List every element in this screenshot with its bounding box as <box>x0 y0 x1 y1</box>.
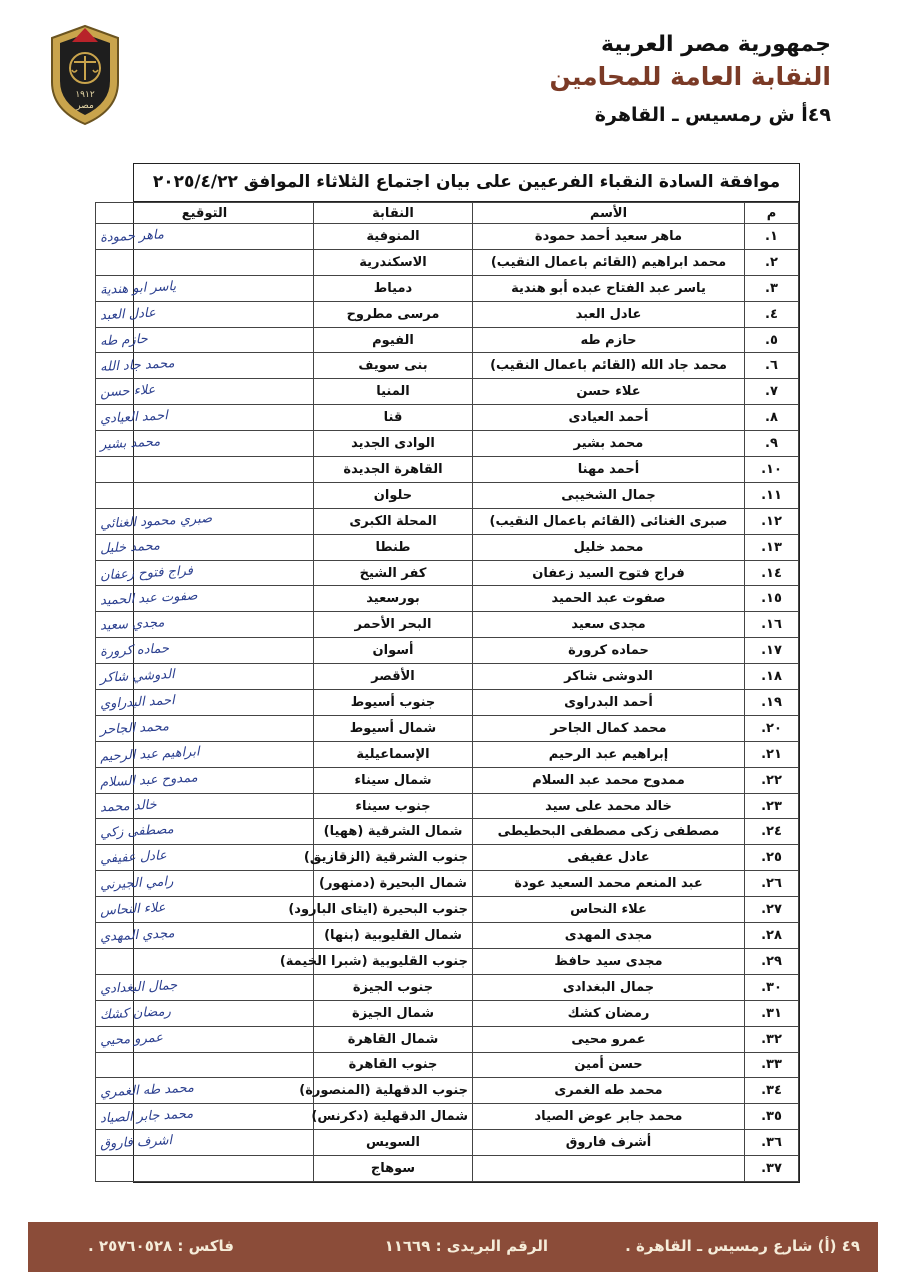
footer-address: ٤٩ (أ) شارع رمسيس ـ القاهرة . <box>625 1237 860 1255</box>
handwritten-signature: مجدي سعيد <box>99 615 165 634</box>
row-syndicate: الأقصر <box>314 664 473 690</box>
table-row <box>96 897 799 923</box>
row-number: ٢٣. <box>745 793 799 819</box>
row-name: عادل عفيفى <box>473 845 745 871</box>
row-name: إبراهيم عبد الرحيم <box>473 741 745 767</box>
row-name: أحمد البدراوى <box>473 690 745 716</box>
handwritten-signature: حماده كرورة <box>99 641 170 660</box>
row-syndicate: سوهاج <box>314 1156 473 1182</box>
row-syndicate: جنوب الجيزة <box>314 974 473 1000</box>
letterhead <box>0 0 906 150</box>
row-syndicate: المحلة الكبرى <box>314 508 473 534</box>
row-number: ٢٢. <box>745 767 799 793</box>
row-number: ١. <box>745 224 799 250</box>
row-number: ٢٩. <box>745 948 799 974</box>
row-signature-cell <box>96 1104 314 1130</box>
row-name: محمد جابر عوض الصياد <box>473 1104 745 1130</box>
table-row <box>96 1104 799 1130</box>
handwritten-signature: محمد طه الغمري <box>99 1080 195 1101</box>
row-name: أشرف فاروق <box>473 1130 745 1156</box>
row-syndicate: مرسى مطروح <box>314 301 473 327</box>
table-row <box>96 353 799 379</box>
row-syndicate: الاسكندرية <box>314 249 473 275</box>
handwritten-signature: عادل عفيفي <box>99 848 168 868</box>
table-header-row <box>96 203 799 224</box>
table-row <box>96 819 799 845</box>
row-signature-cell <box>96 715 314 741</box>
handwritten-signature: الدوشي شاكر <box>99 667 176 687</box>
row-signature-cell <box>96 819 314 845</box>
table-row <box>96 793 799 819</box>
row-number: ١٣. <box>745 534 799 560</box>
handwritten-signature: حازم طه <box>99 331 149 349</box>
row-signature-cell <box>96 974 314 1000</box>
table-row <box>96 534 799 560</box>
row-signature-cell <box>96 897 314 923</box>
row-signature-cell <box>96 301 314 327</box>
table-row <box>96 379 799 405</box>
row-signature-cell <box>96 275 314 301</box>
row-syndicate: شمال الجيزة <box>314 1000 473 1026</box>
row-syndicate: الفيوم <box>314 327 473 353</box>
row-syndicate: قنا <box>314 405 473 431</box>
row-number: ٧. <box>745 379 799 405</box>
handwritten-signature: فراج فتوح زعفان <box>99 563 194 583</box>
syndicate-emblem-logo <box>46 24 124 126</box>
row-number: ٣٠. <box>745 974 799 1000</box>
row-syndicate: جنوب القاهرة <box>314 1052 473 1078</box>
table-row <box>96 845 799 871</box>
row-syndicate: شمال القاهرة <box>314 1026 473 1052</box>
row-signature-cell <box>96 431 314 457</box>
row-number: ١٧. <box>745 638 799 664</box>
row-signature-cell <box>96 482 314 508</box>
table-row <box>96 1078 799 1104</box>
handwritten-signature: مجدي المهدي <box>99 926 175 945</box>
table-row <box>96 508 799 534</box>
table-row <box>96 923 799 949</box>
sheet-title: موافقة السادة النقباء الفرعيين على بيان اجتماع الثلاثاء الموافق ٢٠٢٥/٤/٢٢ <box>134 164 799 202</box>
row-name: محمد جاد الله (القائم باعمال النقيب) <box>473 353 745 379</box>
row-signature-cell <box>96 1026 314 1052</box>
table-row <box>96 664 799 690</box>
table-row <box>96 275 799 301</box>
row-name: حسن أمين <box>473 1052 745 1078</box>
handwritten-signature: علاء النحاس <box>99 900 166 919</box>
row-signature-cell <box>96 845 314 871</box>
emblem-year: ١٩١٢ <box>75 90 95 100</box>
table-row <box>96 560 799 586</box>
table-row <box>96 638 799 664</box>
row-number: ٣. <box>745 275 799 301</box>
row-number: ٢٠. <box>745 715 799 741</box>
row-signature-cell <box>96 534 314 560</box>
row-name: صبرى الغنائى (القائم باعمال النقيب) <box>473 508 745 534</box>
table-row <box>96 249 799 275</box>
row-syndicate: المنيا <box>314 379 473 405</box>
handwritten-signature: محمد جابر الصياد <box>99 1106 194 1127</box>
row-signature-cell <box>96 405 314 431</box>
handwritten-signature: ابراهيم عبد الرحيم <box>99 744 200 765</box>
row-number: ٢٦. <box>745 871 799 897</box>
row-name: مجدى سيد حافظ <box>473 948 745 974</box>
footer-postal-code: الرقم البريدى : ١١٦٦٩ <box>384 1237 548 1255</box>
table-row <box>96 767 799 793</box>
row-signature-cell <box>96 457 314 483</box>
row-number: ٢. <box>745 249 799 275</box>
row-signature-cell <box>96 948 314 974</box>
row-name: محمد طه الغمرى <box>473 1078 745 1104</box>
table-row <box>96 457 799 483</box>
row-signature-cell <box>96 1052 314 1078</box>
row-number: ٥. <box>745 327 799 353</box>
table-row <box>96 586 799 612</box>
row-syndicate: جنوب الشرقية (الزقازيق) <box>314 845 473 871</box>
row-signature-cell <box>96 560 314 586</box>
handwritten-signature: صبري محمود الغنائي <box>99 510 213 532</box>
handwritten-signature: جمال البغدادي <box>99 977 178 997</box>
row-signature-cell <box>96 664 314 690</box>
row-number: ٢٤. <box>745 819 799 845</box>
row-number: ٤. <box>745 301 799 327</box>
row-name: صفوت عبد الحميد <box>473 586 745 612</box>
row-syndicate: المنوفية <box>314 224 473 250</box>
row-number: ٦. <box>745 353 799 379</box>
handwritten-signature: ممدوح عبد السلام <box>99 770 199 791</box>
row-name: محمد كمال الجاحر <box>473 715 745 741</box>
row-syndicate: جنوب القليوبية (شبرا الخيمة) <box>314 948 473 974</box>
row-name: الدوشى شاكر <box>473 664 745 690</box>
row-name: جمال الشخيبى <box>473 482 745 508</box>
row-number: ٣٢. <box>745 1026 799 1052</box>
row-syndicate: شمال الدقهلية (دكرنس) <box>314 1104 473 1130</box>
row-syndicate: الوادى الجديد <box>314 431 473 457</box>
row-syndicate: البحر الأحمر <box>314 612 473 638</box>
row-syndicate: جنوب الدقهلية (المنصورة) <box>314 1078 473 1104</box>
row-signature-cell <box>96 1000 314 1026</box>
row-name: عبد المنعم محمد السعيد عودة <box>473 871 745 897</box>
table-row <box>96 327 799 353</box>
handwritten-signature: صفوت عبد الحميد <box>99 588 198 609</box>
row-number: ٢٧. <box>745 897 799 923</box>
table-row <box>96 974 799 1000</box>
row-signature-cell <box>96 741 314 767</box>
table-row <box>96 1156 799 1182</box>
handwritten-signature: ماهر حمودة <box>99 227 165 246</box>
handwritten-signature: محمد الجاحر <box>99 719 170 738</box>
row-signature-cell <box>96 1156 314 1182</box>
row-name: محمد ابراهيم (القائم باعمال النقيب) <box>473 249 745 275</box>
header-syndicate: النقابة <box>314 203 473 224</box>
row-name: جمال البغدادى <box>473 974 745 1000</box>
row-syndicate: جنوب سيناء <box>314 793 473 819</box>
table-row <box>96 741 799 767</box>
row-signature-cell <box>96 767 314 793</box>
row-signature-cell <box>96 327 314 353</box>
row-syndicate: طنطا <box>314 534 473 560</box>
table-row <box>96 1000 799 1026</box>
handwritten-signature: اشرف فاروق <box>99 1133 173 1152</box>
row-number: ٣٤. <box>745 1078 799 1104</box>
row-name: مجدى سعيد <box>473 612 745 638</box>
row-syndicate: شمال أسيوط <box>314 715 473 741</box>
handwritten-signature: مصطفى زكي <box>99 822 175 842</box>
row-syndicate: دمياط <box>314 275 473 301</box>
row-syndicate: شمال القليوبية (بنها) <box>314 923 473 949</box>
row-number: ١٢. <box>745 508 799 534</box>
row-signature-cell <box>96 353 314 379</box>
row-number: ٣١. <box>745 1000 799 1026</box>
syndicate-name: النقابة العامة للمحامين <box>549 62 831 91</box>
header-name: الأسم <box>473 203 745 224</box>
syndicate-address: ٤٩أ ش رمسيس ـ القاهرة <box>594 104 831 126</box>
table-row <box>96 871 799 897</box>
handwritten-signature: محمد بشير <box>99 434 161 453</box>
row-name: محمد خليل <box>473 534 745 560</box>
row-name: ياسر عبد الفتاح عبده أبو هندية <box>473 275 745 301</box>
row-signature-cell <box>96 1078 314 1104</box>
row-name: علاء النحاس <box>473 897 745 923</box>
row-syndicate: السويس <box>314 1130 473 1156</box>
row-number: ١٤. <box>745 560 799 586</box>
row-syndicate: أسوان <box>314 638 473 664</box>
footer-bar <box>28 1222 878 1272</box>
row-signature-cell <box>96 379 314 405</box>
row-name: عادل العبد <box>473 301 745 327</box>
row-number: ٣٣. <box>745 1052 799 1078</box>
row-signature-cell <box>96 508 314 534</box>
row-number: ٨. <box>745 405 799 431</box>
row-syndicate: جنوب أسيوط <box>314 690 473 716</box>
table-row <box>96 482 799 508</box>
table-row <box>96 405 799 431</box>
row-name: أحمد العيادى <box>473 405 745 431</box>
row-syndicate: شمال البحيرة (دمنهور) <box>314 871 473 897</box>
row-number: ٣٥. <box>745 1104 799 1130</box>
row-name: أحمد مهنا <box>473 457 745 483</box>
handwritten-signature: احمد البدراوي <box>99 693 176 712</box>
table-row <box>96 431 799 457</box>
row-syndicate: شمال سيناء <box>314 767 473 793</box>
emblem-country: مصر <box>76 101 94 111</box>
row-name: رمضان كشك <box>473 1000 745 1026</box>
row-syndicate: بورسعيد <box>314 586 473 612</box>
table-row <box>96 948 799 974</box>
row-name: محمد بشير <box>473 431 745 457</box>
row-number: ٢١. <box>745 741 799 767</box>
row-syndicate: جنوب البحيرة (ايتاى البارود) <box>314 897 473 923</box>
row-number: ١٩. <box>745 690 799 716</box>
row-number: ٣٦. <box>745 1130 799 1156</box>
row-signature-cell <box>96 249 314 275</box>
row-number: ١٨. <box>745 664 799 690</box>
row-syndicate: كفر الشيخ <box>314 560 473 586</box>
table-row <box>96 1026 799 1052</box>
row-signature-cell <box>96 690 314 716</box>
row-signature-cell <box>96 793 314 819</box>
footer-fax: فاكس : ٢٥٧٦٠٥٢٨ . <box>88 1237 234 1255</box>
table-row <box>96 1130 799 1156</box>
row-name <box>473 1156 745 1182</box>
row-name: حازم طه <box>473 327 745 353</box>
row-name: عمرو محيى <box>473 1026 745 1052</box>
table-body <box>96 224 799 1182</box>
handwritten-signature: علاء حسن <box>99 382 156 401</box>
table-row <box>96 301 799 327</box>
row-number: ٢٥. <box>745 845 799 871</box>
handwritten-signature: رمضان كشك <box>99 1003 172 1023</box>
row-number: ١٠. <box>745 457 799 483</box>
handwritten-signature: رامي الجيرني <box>99 874 174 894</box>
row-number: ١٥. <box>745 586 799 612</box>
table-row <box>96 715 799 741</box>
row-signature-cell <box>96 871 314 897</box>
table-row <box>96 1052 799 1078</box>
table-row <box>96 224 799 250</box>
row-name: ممدوح محمد عبد السلام <box>473 767 745 793</box>
row-syndicate: حلوان <box>314 482 473 508</box>
handwritten-signature: عمرو محيي <box>99 1029 164 1049</box>
row-syndicate: شمال الشرقية (ههيا) <box>314 819 473 845</box>
handwritten-signature: خالد محمد <box>99 797 157 816</box>
row-signature-cell <box>96 586 314 612</box>
row-signature-cell <box>96 224 314 250</box>
header-num: م <box>745 203 799 224</box>
row-signature-cell <box>96 612 314 638</box>
handwritten-signature: عادل العبد <box>99 305 157 324</box>
approval-sheet <box>99 163 800 1183</box>
row-syndicate: بنى سويف <box>314 353 473 379</box>
row-number: ١١. <box>745 482 799 508</box>
row-name: ماهر سعيد أحمد حمودة <box>473 224 745 250</box>
handwritten-signature: ياسر ابو هندية <box>99 278 177 298</box>
row-signature-cell <box>96 923 314 949</box>
row-name: حماده كرورة <box>473 638 745 664</box>
row-name: خالد محمد على سيد <box>473 793 745 819</box>
row-number: ٣٧. <box>745 1156 799 1182</box>
row-name: مصطفى زكى مصطفى البحطيطى <box>473 819 745 845</box>
row-name: علاء حسن <box>473 379 745 405</box>
row-syndicate: القاهرة الجديدة <box>314 457 473 483</box>
header-signature: التوقيع <box>96 203 314 224</box>
handwritten-signature: محمد جاد الله <box>99 356 175 376</box>
row-number: ٩. <box>745 431 799 457</box>
country-name: جمهورية مصر العربية <box>601 32 831 57</box>
approval-table <box>95 202 799 1182</box>
row-signature-cell <box>96 638 314 664</box>
row-name: فراج فتوح السيد زعفان <box>473 560 745 586</box>
row-number: ٢٨. <box>745 923 799 949</box>
table-row <box>96 690 799 716</box>
table-row <box>96 612 799 638</box>
row-number: ١٦. <box>745 612 799 638</box>
handwritten-signature: محمد خليل <box>99 538 161 557</box>
row-name: مجدى المهدى <box>473 923 745 949</box>
row-signature-cell <box>96 1130 314 1156</box>
row-syndicate: الإسماعيلية <box>314 741 473 767</box>
handwritten-signature: احمد العيادي <box>99 408 169 427</box>
